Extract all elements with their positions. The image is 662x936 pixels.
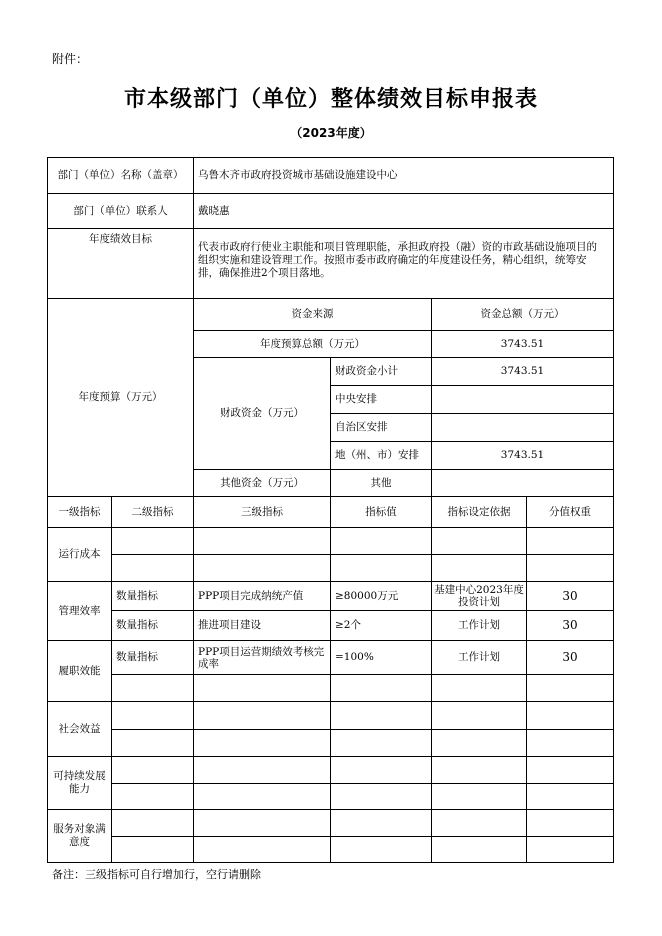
fiscal-subtotal-label: 财政资金小计: [335, 365, 398, 377]
fiscal-subtotal-value: 3743.51: [500, 365, 545, 377]
fiscal-funds-label: 财政资金（万元）: [220, 407, 304, 419]
category-performance: 履职效能: [58, 664, 101, 677]
dept-name-label: 部门（单位）名称（盖章）: [57, 169, 184, 181]
dept-name-value: 乌鲁木齐市政府投资城市基础设施建设中心: [198, 169, 398, 181]
row3-level2: 数量指标: [116, 651, 158, 663]
category-operating-cost: 运行成本: [58, 548, 101, 560]
central-value: [432, 386, 613, 413]
region-value: [432, 414, 613, 441]
region-label: 自治区安排: [335, 421, 388, 433]
row2-level3: 推进项目建设: [198, 619, 261, 631]
prefecture-label: 地（州、市）安排: [335, 449, 419, 461]
row3-weight: 30: [562, 650, 578, 664]
row1-weight: 30: [562, 588, 578, 603]
prefecture-value: 3743.51: [500, 449, 545, 461]
category-social-benefit: 社会效益: [58, 722, 101, 735]
row3-level3: PPP项目运营期绩效考核完成率: [198, 645, 325, 670]
row1-level2: 数量指标: [116, 589, 158, 602]
header-value: 指标值: [365, 505, 397, 518]
goal-value: 代表市政府行使业主职能和项目管理职能，承担政府投（融）资的市政基础设施项目的组织实施和建设管理工作。按照市委市政府确定的年度建设任务，精心组织，统筹安排，确保推进2个项目落地。: [198, 241, 597, 279]
fund-source-header: 资金来源: [291, 308, 334, 320]
row3-value: =100%: [335, 651, 374, 663]
attachment-label: 附件：: [52, 52, 89, 66]
page-title: 市本级部门（单位）整体绩效目标申报表: [123, 87, 538, 112]
header-basis: 指标设定依据: [447, 505, 511, 518]
goal-label: 年度绩效目标: [89, 233, 152, 245]
other-funds-value: 其他: [370, 476, 392, 489]
header-weight: 分值权重: [549, 505, 591, 518]
row2-level2: 数量指标: [116, 619, 158, 631]
annual-total-label: 年度预算总额（万元）: [260, 337, 365, 350]
header-level2: 二级指标: [131, 505, 174, 518]
row3-basis: 工作计划: [458, 651, 500, 663]
report-year: （2023年度）: [290, 126, 372, 140]
contact-label: 部门（单位）联系人: [73, 204, 168, 217]
category-management-efficiency: 管理效率: [58, 604, 101, 617]
other-funds-label: 其他资金（万元）: [220, 476, 304, 489]
row2-value: ≥2个: [335, 619, 361, 631]
footer-note: 备注：三级指标可自行增加行，空行请删除: [52, 868, 261, 881]
fund-total-header: 资金总额（万元）: [480, 308, 565, 320]
annual-total-value: 3743.51: [500, 337, 545, 350]
header-level1: 一级指标: [58, 505, 101, 518]
row2-weight: 30: [562, 618, 578, 632]
category-sustainability: 可持续发展能力: [53, 770, 106, 795]
category-satisfaction: 服务对象满意度: [53, 823, 106, 848]
row1-level3: PPP项目完成纳统产值: [198, 589, 304, 602]
central-label: 中央安排: [335, 393, 377, 405]
row1-basis: 基建中心2023年度投资计划: [434, 584, 524, 608]
row1-value: ≥80000万元: [335, 589, 399, 602]
row2-basis: 工作计划: [458, 619, 500, 631]
annual-budget-label: 年度预算（万元）: [78, 391, 163, 403]
header-level3: 三级指标: [241, 505, 283, 518]
contact-value: 戴晓惠: [198, 204, 230, 217]
